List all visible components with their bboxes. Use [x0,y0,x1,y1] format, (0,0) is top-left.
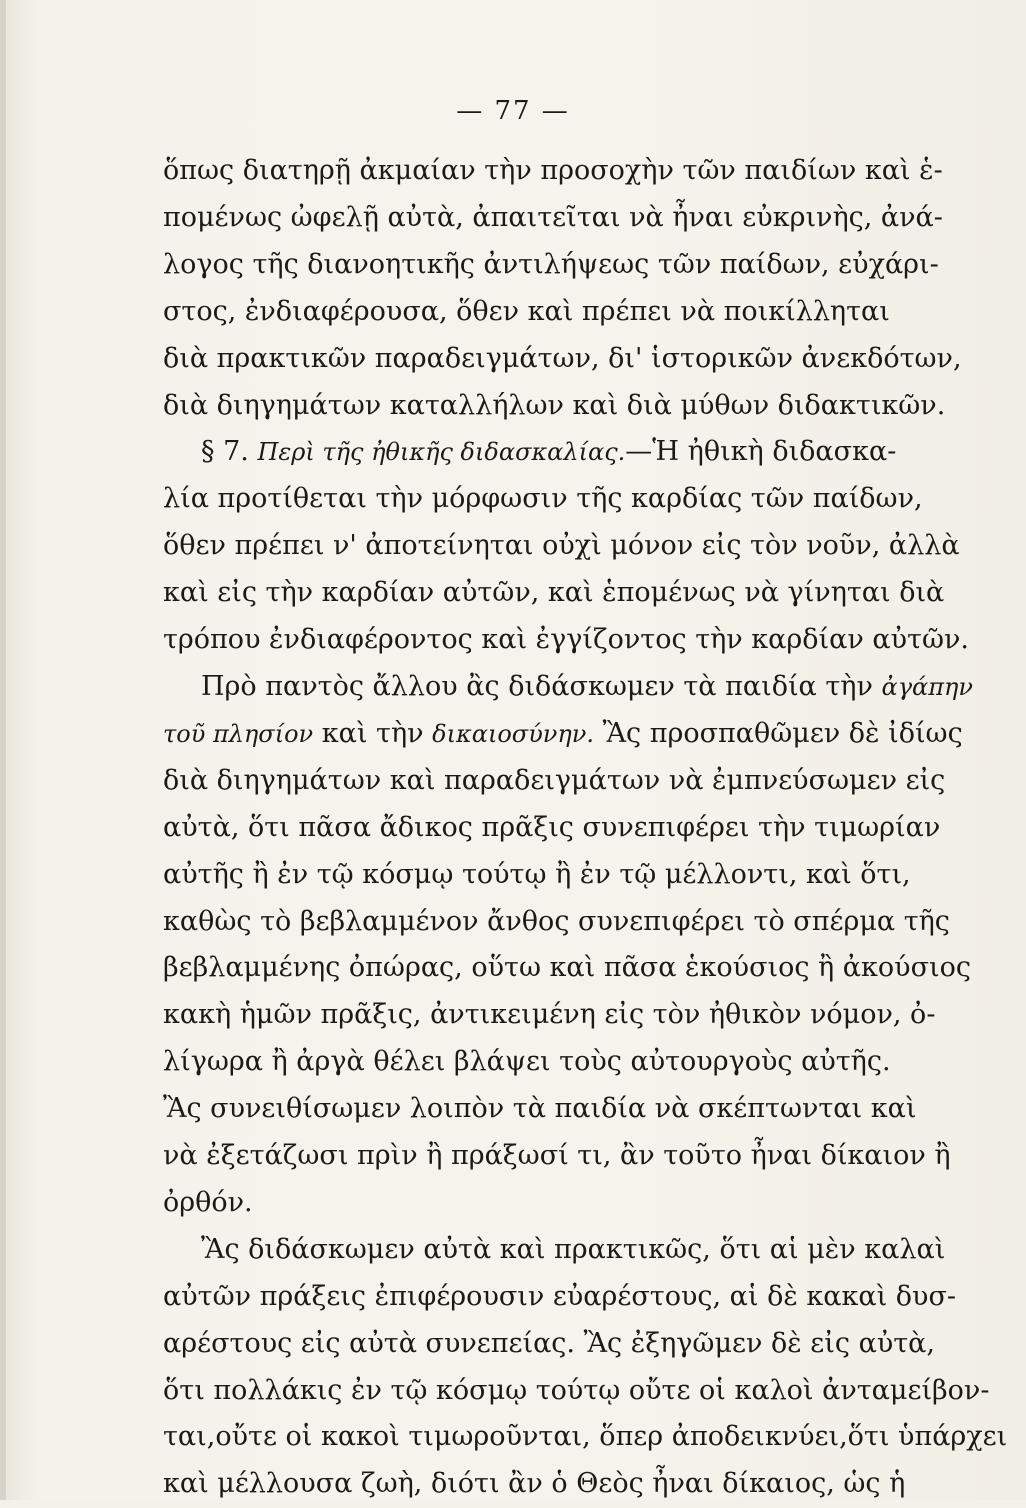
para2-mid: καὶ τὴν [321,717,424,749]
para2-rest: Ἂς προσπαθῶμεν δὲ ἰδίως [602,717,963,749]
text-line: λογος τῆς διανοητικῆς ἀντιλήψεως τῶν παίδων, εὐχάρι- [163,248,939,280]
paragraph-start-line [163,664,973,711]
italic-phrase: δικαιοσύνην. [432,719,594,748]
text-line: ὅτι πολλάκις ἐν τῷ κόσμῳ τούτῳ οὔτε οἱ καλοὶ ἀνταμείβον- [163,1374,990,1406]
page-spine-shadow [0,0,6,1500]
text-line: Ἂς συνειθίσωμεν λοιπὸν τὰ παιδία νὰ σκέπτωνται καὶ [163,1093,917,1125]
text-line: διὰ διηγημάτων καταλλήλων καὶ διὰ μύθων διδακτικῶν. [163,389,946,421]
text-line: ὅπως διατηρῇ ἀκμαίαν τὴν προσοχὴν τῶν παιδίων καὶ ἑ- [163,155,943,186]
text-line: αρέστους εἰς αὐτὰ συνεπείας. Ἂς ἐξηγῶμεν δὲ εἰς αὐτὰ, [163,1327,935,1359]
text-line: τρόπου ἐνδιαφέροντος καὶ ἐγγίζοντος τὴν καρδίαν αὐτῶν. [163,624,969,656]
text-line: λία προτίθεται τὴν μόρφωσιν τῆς καρδίας τῶν παίδων, [163,483,923,515]
text-line: ὅθεν πρέπει ν' ἀποτείνηται οὐχὶ μόνον εἰς τὸν νοῦν, ἀλλὰ [163,530,960,562]
text-line: νὰ ἐξετάζωσι πρὶν ἢ πράξωσί τι, ἂν τοῦτο ἦναι δίκαιον ἢ [163,1140,951,1172]
text-line: βεβλαμμένης ὀπώρας, οὕτω καὶ πᾶσα ἑκούσιος ἢ ἀκούσιος [163,952,971,984]
text-line: ται,οὔτε οἱ κακοὶ τιμωροῦνται, ὅπερ ἀποδεικνύει,ὅτι ὑπάρχει [163,1421,1008,1453]
section-number: § 7. [201,436,249,468]
text-line: στος, ἐνδιαφέρουσα, ὅθεν καὶ πρέπει νὰ ποικίλληται [163,295,890,327]
text-line: πομένως ὠφελῇ αὐτὰ, ἀπαιτεῖται νὰ ἦναι εὐκρινὴς, ἀνά- [163,201,943,233]
text-line: αὐτῶν πράξεις ἐπιφέρουσιν εὐαρέστους, αἱ δὲ κακαὶ δυσ- [163,1280,957,1312]
text-line: αὐτῆς ἢ ἐν τῷ κόσμῳ τούτῳ ἢ ἐν τῷ μέλλοντι, καὶ ὅτι, [163,858,911,890]
text-line [163,711,963,758]
text-line: Ἂς διδάσκωμεν αὐτὰ καὶ πρακτικῶς, ὅτι αἱ μὲν καλαὶ [201,1233,946,1265]
text-line: αὐτὰ, ὅτι πᾶσα ἄδικος πρᾶξις συνεπιφέρει τὴν τιμωρίαν [163,811,941,843]
text-line: ὀρθόν. [163,1186,253,1218]
section-first-line-rest: —Ἡ ἠθικὴ διδασκα- [625,436,897,468]
italic-phrase: τοῦ πλησίον [163,719,314,748]
section-heading-line [163,429,897,476]
text-line: λίγωρα ἢ ἀργὰ θέλει βλάψει τοὺς αὐτουργοὺς αὐτῆς. [163,1046,891,1078]
body-text [163,148,1008,1508]
text-line: κακὴ ἡμῶν πρᾶξις, ἀντικειμένη εἰς τὸν ἠθικὸν νόμον, ὀ- [163,999,936,1031]
text-line: καθὼς τὸ βεβλαμμένον ἄνθος συνεπιφέρει τὸ σπέρμα τῆς [163,905,950,937]
section-title: Περὶ τῆς ἠθικῆς διδασκαλίας. [257,438,626,467]
text-line: καὶ εἰς τὴν καρδίαν αὐτῶν, καὶ ἑπομένως νὰ γίνηται διὰ [163,577,945,609]
para2-start: Πρὸ παντὸς ἄλλου ἂς διδάσκωμεν τὰ παιδία τὴν [201,670,873,702]
text-line: διὰ διηγημάτων καὶ παραδειγμάτων νὰ ἐμπνεύσωμεν εἰς [163,764,946,796]
text-line: καὶ μέλλουσα ζωὴ, διότι ἂν ὁ Θεὸς ἦναι δίκαιος, ὡς ἡ [163,1468,906,1500]
italic-phrase: ἀγάπην [881,672,973,701]
text-line: διὰ πρακτικῶν παραδειγμάτων, δι' ἱστορικῶν ἀνεκδότων, [163,342,962,374]
page-number: — 77 — [456,96,570,126]
